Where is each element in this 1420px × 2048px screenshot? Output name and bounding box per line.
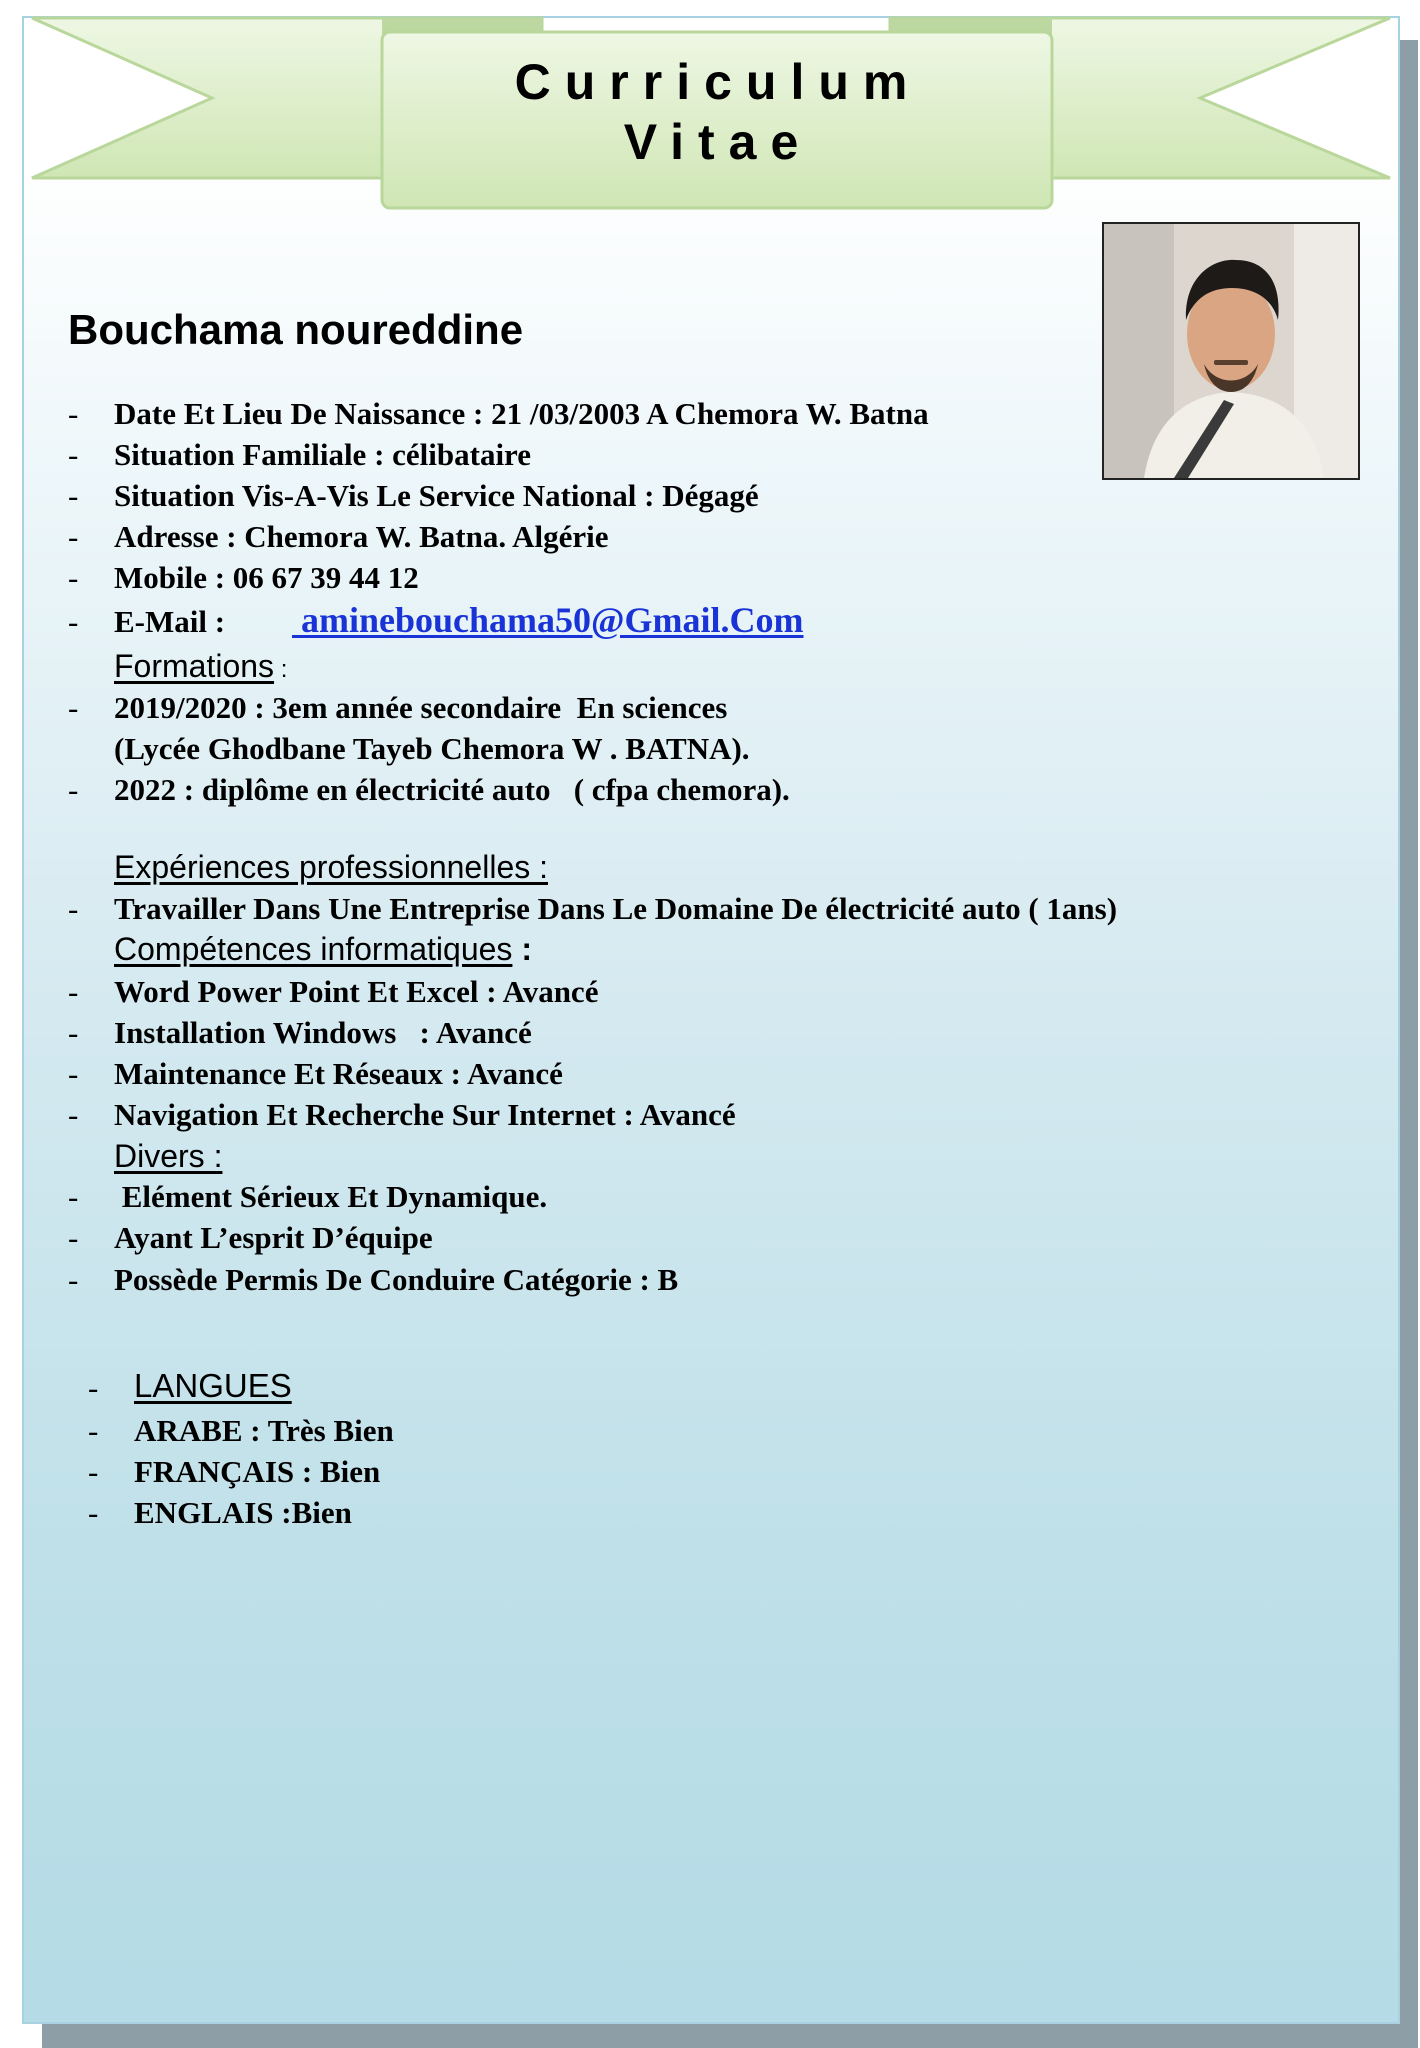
- title-line-2: Vitae: [623, 114, 813, 170]
- experiences-heading: Expériences professionnelles :: [114, 849, 549, 885]
- document-title: [380, 52, 1056, 172]
- candidate-name: Bouchama noureddine: [68, 306, 524, 353]
- email-label: E-Mail :: [114, 604, 226, 639]
- title-line-1: Curriculum: [514, 54, 922, 110]
- info-mobile: Mobile : 06 67 39 44 12: [114, 560, 419, 595]
- langues-heading: LANGUES: [134, 1367, 292, 1404]
- competences-heading: Compétences informatiques :: [114, 931, 532, 967]
- profile-photo: [1102, 222, 1360, 480]
- info-birth: Date Et Lieu De Naissance : 21 /03/2003 A Chemora W. Batna: [114, 396, 929, 431]
- divers-heading: Divers :: [114, 1138, 223, 1174]
- email-link[interactable]: aminebouchama50@Gmail.Com: [292, 600, 804, 640]
- portrait-icon: [1104, 224, 1358, 478]
- info-family: Situation Familiale : célibataire: [114, 437, 532, 472]
- info-military: Situation Vis-A-Vis Le Service National : Dégagé: [114, 478, 759, 513]
- info-address: Adresse : Chemora W. Batna. Algérie: [114, 519, 609, 554]
- formations-heading: Formations :: [114, 648, 288, 684]
